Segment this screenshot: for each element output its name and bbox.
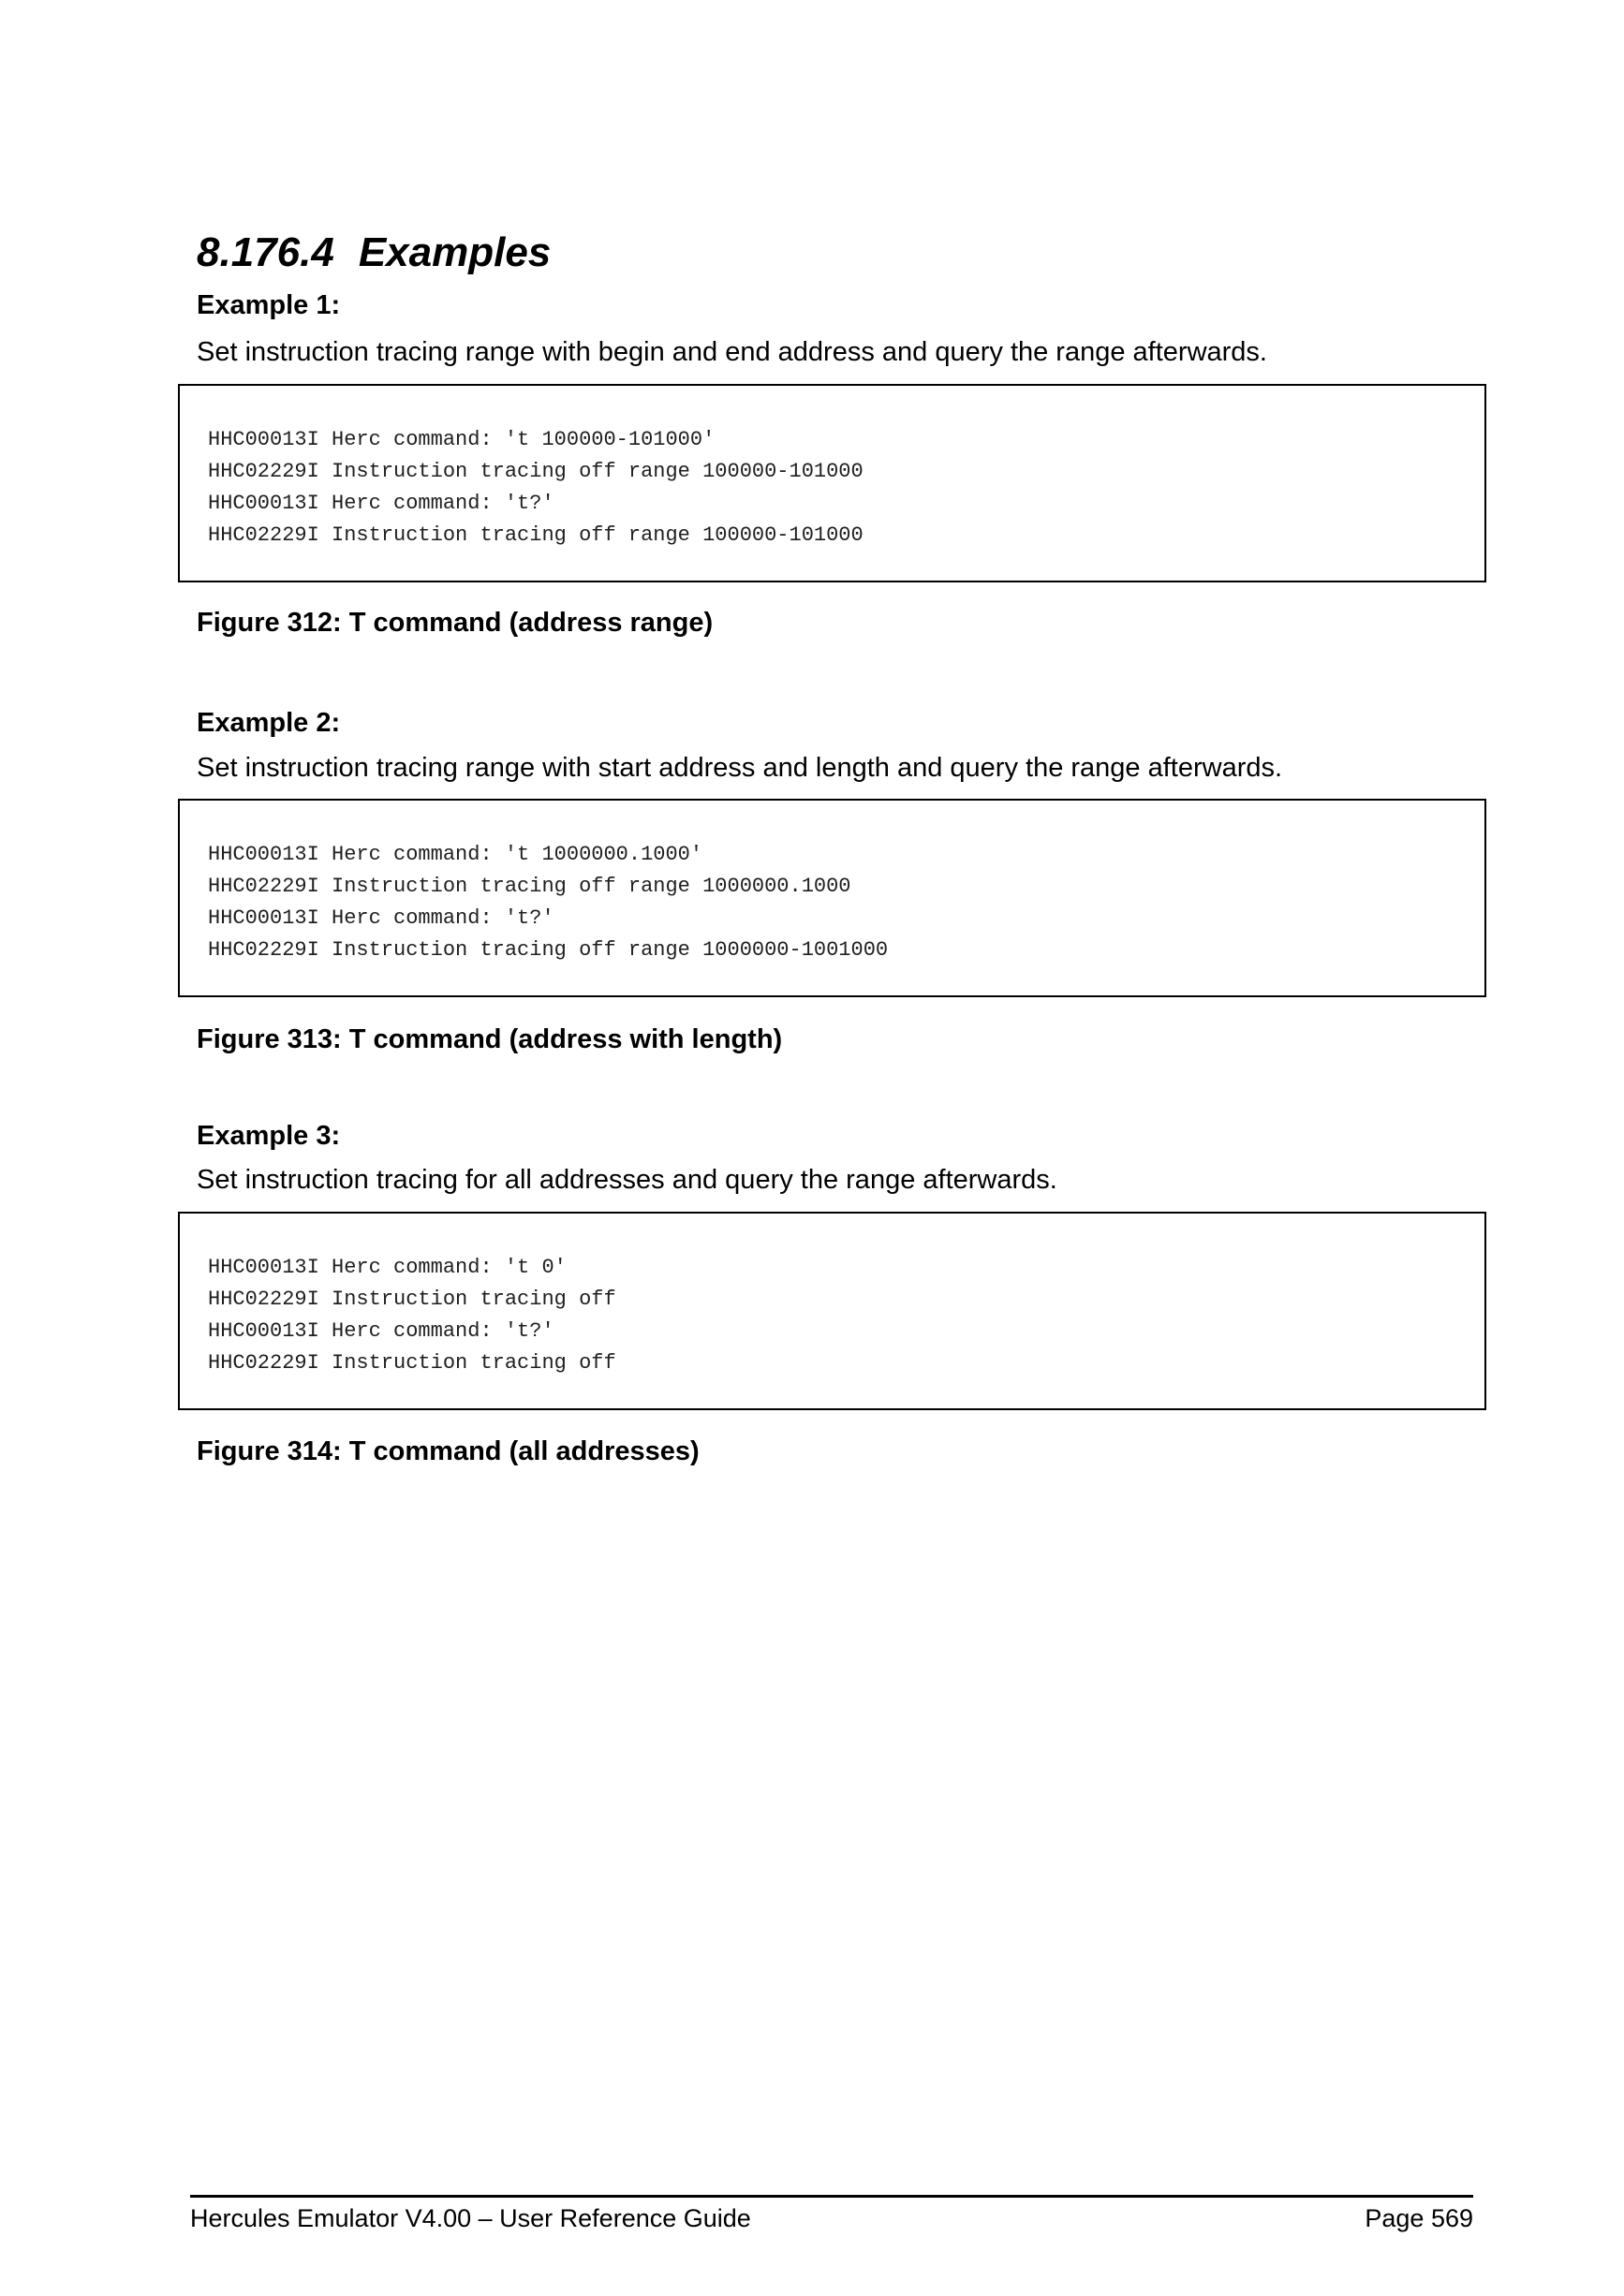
section-title: Examples <box>358 229 552 275</box>
code-line: HHC00013I Herc command: 't?' <box>208 492 554 515</box>
figure-caption: Figure 312: T command (address range) <box>197 608 714 638</box>
code-line: HHC02229I Instruction tracing off range 1000000-1001000 <box>208 938 889 962</box>
console-output-box <box>178 1212 1486 1410</box>
example-section-3 <box>197 1123 1486 1465</box>
example-description: Set instruction tracing for all addresses and query the range afterwards. <box>197 1165 1057 1195</box>
example-description: Set instruction tracing range with start address and length and query the range afterwards. <box>197 753 1283 783</box>
code-line: HHC00013I Herc command: 't 100000-101000' <box>208 428 716 451</box>
example-section-2 <box>197 710 1486 1053</box>
example-description: Set instruction tracing range with begin and end address and query the range afterwards. <box>197 337 1267 367</box>
section-number: 8.176.4 <box>197 229 334 275</box>
example-label: Example 3: <box>197 1121 341 1151</box>
example-section-1 <box>197 292 1486 637</box>
page-footer <box>190 2195 1473 2231</box>
code-line: HHC02229I Instruction tracing off range 1000000.1000 <box>208 875 851 898</box>
code-line: HHC02229I Instruction tracing off <box>208 1288 616 1311</box>
example-label: Example 1: <box>197 290 341 320</box>
code-line: HHC02229I Instruction tracing off range 100000-101000 <box>208 460 864 483</box>
console-output-box <box>178 384 1486 582</box>
code-line: HHC00013I Herc command: 't?' <box>208 1319 554 1343</box>
code-line: HHC00013I Herc command: 't?' <box>208 906 554 930</box>
figure-caption: Figure 313: T command (address with length) <box>197 1024 783 1054</box>
code-line: HHC02229I Instruction tracing off <box>208 1351 616 1375</box>
code-line: HHC00013I Herc command: 't 0' <box>208 1256 567 1279</box>
code-line: HHC00013I Herc command: 't 1000000.1000' <box>208 843 703 866</box>
footer-page-number: Page 569 <box>1365 2204 1473 2232</box>
console-output-box <box>178 799 1486 997</box>
example-label: Example 2: <box>197 708 341 738</box>
figure-caption: Figure 314: T command (all addresses) <box>197 1436 700 1466</box>
footer-document-title: Hercules Emulator V4.00 – User Reference Guide <box>190 2204 751 2232</box>
code-line: HHC02229I Instruction tracing off range 100000-101000 <box>208 523 864 547</box>
section-heading <box>197 229 1486 275</box>
